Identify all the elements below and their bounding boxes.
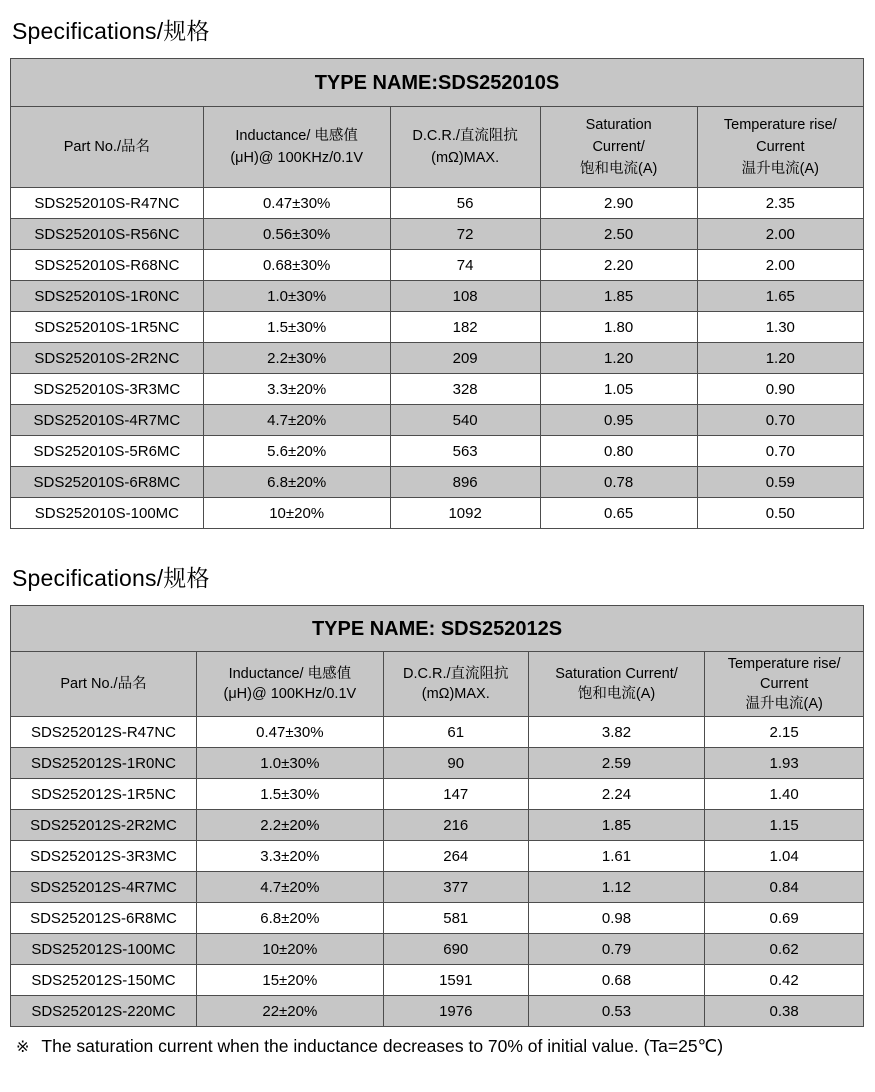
inductance-cell: 6.8±20% xyxy=(203,467,390,498)
column-header-line: Saturation Current/ xyxy=(555,666,678,682)
saturation-current-cell: 1.05 xyxy=(540,374,697,405)
part-no-cell: SDS252010S-R56NC xyxy=(11,219,204,250)
dcr-cell: 108 xyxy=(390,281,540,312)
header-row xyxy=(11,107,864,188)
temperature-rise-cell: 0.50 xyxy=(697,498,863,529)
table-row xyxy=(11,374,864,405)
column-header xyxy=(540,107,697,188)
part-no-cell: SDS252012S-2R2MC xyxy=(11,810,197,841)
part-no-cell: SDS252012S-R47NC xyxy=(11,717,197,748)
temperature-rise-cell: 0.84 xyxy=(705,872,864,903)
header-row xyxy=(11,652,864,717)
saturation-current-cell: 2.90 xyxy=(540,188,697,219)
column-header-line: (mΩ)MAX. xyxy=(421,686,490,702)
dcr-cell: 56 xyxy=(390,188,540,219)
dcr-cell: 1092 xyxy=(390,498,540,529)
temperature-rise-cell: 2.00 xyxy=(697,219,863,250)
part-no-cell: SDS252010S-3R3MC xyxy=(11,374,204,405)
saturation-current-cell: 0.78 xyxy=(540,467,697,498)
column-header-line: (mΩ)MAX. xyxy=(431,150,500,166)
column-header-line: 温升电流(A) xyxy=(741,161,819,177)
column-header-line: Saturation xyxy=(585,117,652,133)
dcr-cell: 264 xyxy=(383,841,528,872)
table-row xyxy=(11,312,864,343)
column-header-line: Current/ xyxy=(592,139,645,155)
column-header xyxy=(11,107,204,188)
column-header xyxy=(390,107,540,188)
spec-grid-sds252010s xyxy=(10,106,864,529)
saturation-current-cell: 1.61 xyxy=(528,841,705,872)
column-header-line: 饱和电流(A) xyxy=(579,161,658,177)
table-row xyxy=(11,343,864,374)
column-header xyxy=(705,652,864,717)
temperature-rise-cell: 0.70 xyxy=(697,405,863,436)
part-no-cell: SDS252010S-R68NC xyxy=(11,250,204,281)
inductance-cell: 1.5±30% xyxy=(203,312,390,343)
part-no-cell: SDS252010S-2R2NC xyxy=(11,343,204,374)
table-row xyxy=(11,188,864,219)
part-no-cell: SDS252010S-1R0NC xyxy=(11,281,204,312)
inductance-cell: 5.6±20% xyxy=(203,436,390,467)
saturation-current-cell: 1.20 xyxy=(540,343,697,374)
temperature-rise-cell: 0.42 xyxy=(705,965,864,996)
temperature-rise-cell: 0.90 xyxy=(697,374,863,405)
table-row xyxy=(11,903,864,934)
part-no-cell: SDS252010S-100MC xyxy=(11,498,204,529)
inductance-cell: 3.3±20% xyxy=(203,374,390,405)
temperature-rise-cell: 2.00 xyxy=(697,250,863,281)
column-header-line: Part No./品名 xyxy=(60,676,147,692)
table-row xyxy=(11,965,864,996)
table-row xyxy=(11,810,864,841)
part-no-cell: SDS252012S-6R8MC xyxy=(11,903,197,934)
inductance-cell: 1.0±30% xyxy=(203,281,390,312)
temperature-rise-cell: 0.69 xyxy=(705,903,864,934)
inductance-cell: 4.7±20% xyxy=(203,405,390,436)
saturation-current-cell: 0.79 xyxy=(528,934,705,965)
temperature-rise-cell: 0.70 xyxy=(697,436,863,467)
saturation-current-cell: 2.24 xyxy=(528,779,705,810)
temperature-rise-cell: 1.40 xyxy=(705,779,864,810)
dcr-cell: 690 xyxy=(383,934,528,965)
table-row xyxy=(11,405,864,436)
table-row xyxy=(11,436,864,467)
temperature-rise-cell: 0.59 xyxy=(697,467,863,498)
spec-grid-sds252012s xyxy=(10,651,864,1027)
dcr-cell: 563 xyxy=(390,436,540,467)
inductance-cell: 0.68±30% xyxy=(203,250,390,281)
temperature-rise-cell: 0.62 xyxy=(705,934,864,965)
temperature-rise-cell: 2.15 xyxy=(705,717,864,748)
saturation-current-cell: 2.50 xyxy=(540,219,697,250)
temperature-rise-cell: 1.15 xyxy=(705,810,864,841)
table-row xyxy=(11,717,864,748)
column-header-line: D.C.R./直流阻抗 xyxy=(412,128,518,144)
part-no-cell: SDS252012S-3R3MC xyxy=(11,841,197,872)
part-no-cell: SDS252012S-100MC xyxy=(11,934,197,965)
column-header-line: Inductance/ 电感值 xyxy=(228,666,352,682)
temperature-rise-cell: 1.65 xyxy=(697,281,863,312)
dcr-cell: 147 xyxy=(383,779,528,810)
inductance-cell: 6.8±20% xyxy=(196,903,383,934)
column-header-line: Temperature rise/ xyxy=(727,656,841,672)
column-header xyxy=(383,652,528,717)
section-heading-2: Specifications/规格 xyxy=(12,565,210,591)
saturation-current-cell: 3.82 xyxy=(528,717,705,748)
footnote-text: The saturation current when the inductance decreases to 70% of initial value. (Ta=25℃) xyxy=(41,1036,724,1056)
table-row xyxy=(11,748,864,779)
temperature-rise-cell: 1.30 xyxy=(697,312,863,343)
column-header-line: (μH)@ 100KHz/0.1V xyxy=(223,686,357,702)
dcr-cell: 72 xyxy=(390,219,540,250)
column-header xyxy=(697,107,863,188)
dcr-cell: 896 xyxy=(390,467,540,498)
column-header xyxy=(528,652,705,717)
saturation-current-cell: 1.85 xyxy=(528,810,705,841)
inductance-cell: 10±20% xyxy=(196,934,383,965)
inductance-cell: 1.5±30% xyxy=(196,779,383,810)
spec-table-sds252010s xyxy=(10,58,864,529)
table-row xyxy=(11,996,864,1027)
temperature-rise-cell: 1.04 xyxy=(705,841,864,872)
table-title-sds252012s: TYPE NAME: SDS252012S xyxy=(10,605,864,651)
inductance-cell: 0.47±30% xyxy=(203,188,390,219)
table-row xyxy=(11,498,864,529)
dcr-cell: 1976 xyxy=(383,996,528,1027)
dcr-cell: 581 xyxy=(383,903,528,934)
saturation-current-cell: 0.65 xyxy=(540,498,697,529)
saturation-current-cell: 0.98 xyxy=(528,903,705,934)
inductance-cell: 15±20% xyxy=(196,965,383,996)
table-row xyxy=(11,467,864,498)
temperature-rise-cell: 1.93 xyxy=(705,748,864,779)
inductance-cell: 22±20% xyxy=(196,996,383,1027)
dcr-cell: 216 xyxy=(383,810,528,841)
part-no-cell: SDS252012S-1R5NC xyxy=(11,779,197,810)
table-row xyxy=(11,219,864,250)
table-head xyxy=(11,652,864,717)
saturation-current-cell: 1.12 xyxy=(528,872,705,903)
table-row xyxy=(11,250,864,281)
table-body xyxy=(11,188,864,529)
table-body xyxy=(11,717,864,1027)
part-no-cell: SDS252010S-1R5NC xyxy=(11,312,204,343)
column-header xyxy=(203,107,390,188)
column-header-line: 饱和电流(A) xyxy=(577,686,656,702)
column-header xyxy=(196,652,383,717)
saturation-current-cell: 0.80 xyxy=(540,436,697,467)
part-no-cell: SDS252010S-4R7MC xyxy=(11,405,204,436)
part-no-cell: SDS252012S-1R0NC xyxy=(11,748,197,779)
table-head xyxy=(11,107,864,188)
section-heading-1: Specifications/规格 xyxy=(12,18,210,44)
reference-mark-icon: ※ xyxy=(16,1039,30,1056)
saturation-current-cell: 2.20 xyxy=(540,250,697,281)
dcr-cell: 209 xyxy=(390,343,540,374)
dcr-cell: 540 xyxy=(390,405,540,436)
column-header xyxy=(11,652,197,717)
saturation-current-cell: 2.59 xyxy=(528,748,705,779)
table-row xyxy=(11,872,864,903)
dcr-cell: 182 xyxy=(390,312,540,343)
table-title-sds252010s: TYPE NAME:SDS252010S xyxy=(10,58,864,106)
part-no-cell: SDS252012S-150MC xyxy=(11,965,197,996)
temperature-rise-cell: 1.20 xyxy=(697,343,863,374)
inductance-cell: 1.0±30% xyxy=(196,748,383,779)
column-header-line: D.C.R./直流阻抗 xyxy=(402,666,509,682)
table-row xyxy=(11,779,864,810)
inductance-cell: 4.7±20% xyxy=(196,872,383,903)
table-row xyxy=(11,934,864,965)
dcr-cell: 74 xyxy=(390,250,540,281)
dcr-cell: 328 xyxy=(390,374,540,405)
dcr-cell: 90 xyxy=(383,748,528,779)
saturation-current-cell: 1.85 xyxy=(540,281,697,312)
part-no-cell: SDS252012S-220MC xyxy=(11,996,197,1027)
table-row xyxy=(11,281,864,312)
table-row xyxy=(11,841,864,872)
temperature-rise-cell: 0.38 xyxy=(705,996,864,1027)
saturation-current-cell: 0.53 xyxy=(528,996,705,1027)
dcr-cell: 377 xyxy=(383,872,528,903)
part-no-cell: SDS252010S-6R8MC xyxy=(11,467,204,498)
inductance-cell: 10±20% xyxy=(203,498,390,529)
temperature-rise-cell: 2.35 xyxy=(697,188,863,219)
inductance-cell: 3.3±20% xyxy=(196,841,383,872)
saturation-current-cell: 1.80 xyxy=(540,312,697,343)
column-header-line: Current xyxy=(759,676,809,692)
inductance-cell: 0.47±30% xyxy=(196,717,383,748)
inductance-cell: 2.2±20% xyxy=(196,810,383,841)
column-header-line: (μH)@ 100KHz/0.1V xyxy=(230,150,363,166)
column-header-line: Temperature rise/ xyxy=(723,117,837,133)
column-header-line: Current xyxy=(756,139,805,155)
part-no-cell: SDS252012S-4R7MC xyxy=(11,872,197,903)
dcr-cell: 1591 xyxy=(383,965,528,996)
footnote xyxy=(16,1036,864,1057)
inductance-cell: 0.56±30% xyxy=(203,219,390,250)
part-no-cell: SDS252010S-5R6MC xyxy=(11,436,204,467)
part-no-cell: SDS252010S-R47NC xyxy=(11,188,204,219)
spec-table-sds252012s xyxy=(10,605,864,1027)
column-header-line: Inductance/ 电感值 xyxy=(235,128,358,144)
column-header-line: Part No./品名 xyxy=(63,139,150,155)
inductance-cell: 2.2±30% xyxy=(203,343,390,374)
dcr-cell: 61 xyxy=(383,717,528,748)
saturation-current-cell: 0.68 xyxy=(528,965,705,996)
saturation-current-cell: 0.95 xyxy=(540,405,697,436)
column-header-line: 温升电流(A) xyxy=(745,696,823,712)
